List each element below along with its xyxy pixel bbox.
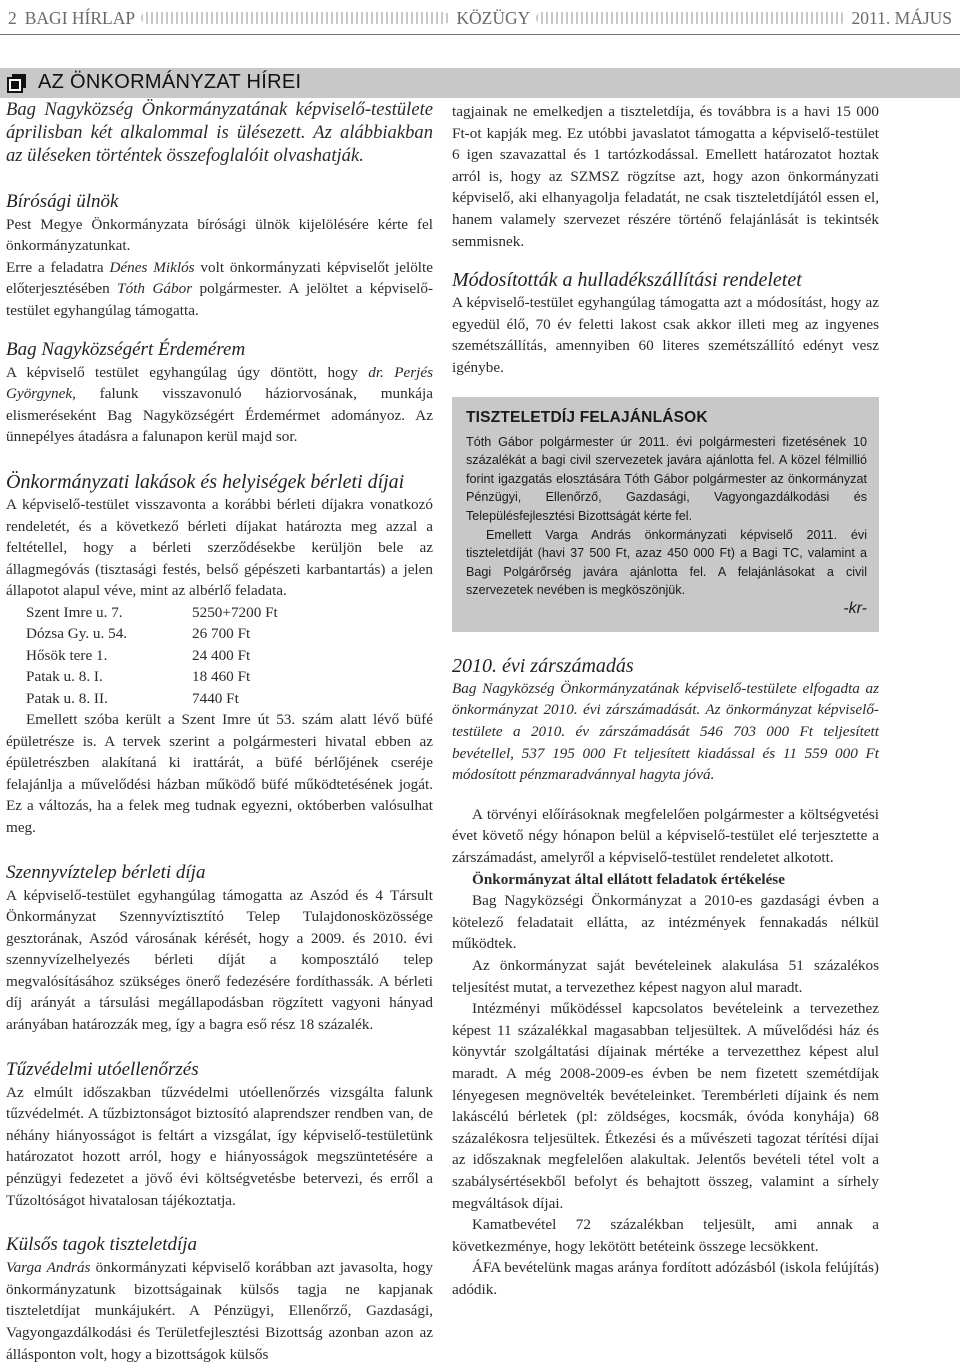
heading-erdemerem: Bag Nagyközségért Érdemérem <box>6 338 246 360</box>
paragraph: A képviselő-testület visszavonta a korábbi bérleti díjakra vonatkozó rendeletét, és a következő bérleti díjakat határozta meg azzal a feltétellel, hogy a bérleti szerződésekbe kerüljön bele az állagmegóvás (tisztasági festés, belső gépészeti karbantartás) a jelen állapotot alapul véve, mint az albérlő feladata. <box>6 495 433 600</box>
rent-table <box>6 602 433 709</box>
rent-row: Dózsa Gy. u. 54. 26 700 Ft <box>26 625 251 643</box>
paragraph: Emellett szóba került a Szent Imre út 53. szám alatt lévő büfé épületrésze is. A tervek szerint a polgármesteri hivatal ebben az épületrészben alakítaná ki irattárát, a büfé bérlőjének cseréje felajánlja a művelődési házban működő büfé működtetésének jogát. Ez a változás, ha a felek meg tudnak egyezni, októberben valósulhat meg. <box>6 710 433 836</box>
zarszamadas-intro: Bag Nagyközség Önkormányzatának képviselő-testülete elfogadta az önkormányzat 2010. évi zárszámadását. Az önkormányzat képviselő-testülete a 2010. év zárszámadását 546 703 000 Ft teljesített bevétellel, 537 195 000 Ft teljesített kiadással és 11 559 000 Ft módosított pénzmaradvánnyal hagyta jóvá. <box>452 679 879 784</box>
paragraph: Az elmúlt időszakban tűzvédelmi utóellenőrzés vizsgálta falunk tűzvédelmét. A tűzbiztonságot biztosító alaprendszer rendben van, de néhány hiányosságot is feltárt a vizsgálat, így képviselő-testületünk határozatot hozott arról, hogy e hiányosságok megszüntetésére a pénzügyi fedezetet a jövő évi költségvetésbe betervezi, és erről a Tűzoltóságot hivatalosan tájékoztatja. <box>6 1083 433 1209</box>
paragraph: Kamatbevétel 72 százalékban teljesült, ami annak a következménye, hogy lekötött betéteink összege lecsökkent. <box>452 1216 879 1255</box>
heading-tuzvedelem: Tűzvédelmi utóellenőrzés <box>6 1058 199 1080</box>
heading-hulladekszallitas: Módosították a hulladékszállítási rendeletet <box>452 269 802 292</box>
rent-row: Patak u. 8. II. 7440 Ft <box>26 689 239 707</box>
paragraph: A törvényi előírásoknak megfelelően polgármester a költségvetési évet követő négy hónapon belül a képviselő-testület elé terjesztette a zárszámadást, amelyről a képviselő-testület rendeletet alkotott. <box>452 805 879 867</box>
right-column <box>452 66 879 1301</box>
paragraph: Pest Megye Önkormányzata bírósági ülnök kijelölésére kérte fel önkormányzatunkat. <box>6 215 433 255</box>
paragraph: Bag Nagyközségi Önkormányzat a 2010-es gazdasági évben a kötelező feladatait ellátta, az intézmények fennakadás nélkül működtek. <box>452 892 879 953</box>
rent-row: Szent Imre u. 7. 5250+7200 Ft <box>26 603 278 621</box>
subheading: Önkormányzat által ellátott feladatok értékelése <box>472 870 785 888</box>
heading-zarszamadas: 2010. évi zárszámadás <box>452 654 634 677</box>
heading-birosagi-ulnok: Bírósági ülnök <box>6 190 119 212</box>
rent-row: Patak u. 8. I. 18 460 Ft <box>26 668 251 686</box>
paragraph: Intézményi működéssel kapcsolatos bevételeink a tervezethez képest 11 százalékkal magasabban teljesültek. A művelődési ház és könyvtár szolgáltatási díjainak mértéke a tervezetthez képest alul maradt. A még 2008-2009-es évben be nem fizetett szemétdíjak lényegesen megnövelték bevételeinket. Terembérleti díjaink és nem lakáscélú bérletek (pl: zöldséges, kocsmák, óvóda konyhája) 68 százalékosra teljesültek. Étkezési és a művészeti tagozat térítési díjai az időszaknak megfelelően alakultak. Jelentős bevételi tétel volt a szabálysértésekből befolyt és behajtott összeg, valamint a sírhely megváltások díjai. <box>452 1000 879 1212</box>
box-paragraph: Emellett Varga András önkormányzati képviselő 2011. évi tiszteletdíját (havi 37 500 Ft, azaz 450 000 Ft) a Bagi TC, valamint a Bagi Polgárőrség javára ajánlotta fel. A felajánlásokat a civil szervezetek nevében is megköszönjük. <box>466 527 867 598</box>
box-signature: -kr- <box>843 599 867 617</box>
publication-name: BAGI HÍRLAP <box>24 7 136 28</box>
paragraph: Az önkormányzat saját bevételeinek alakulása 51 százalékos teljesítést mutat, a tervezethez képest nagyon alul maradt. <box>452 957 879 996</box>
heading-berleti-dijak: Önkormányzati lakások és helyiségek bérleti díjai <box>6 470 405 493</box>
heading-szennyviztelep: Szennyvíztelep bérleti díja <box>6 861 206 883</box>
paragraph: Varga András önkormányzati képviselő korábban azt javasolta, hogy önkormányzatunk bizottságainak külsős tagja ne kapjanak tiszteletdíjat munkájukért. A Pénzügyi, Ellenőrző, Gazdasági, Vagyongazdálkodási és Területfejlesztési Bizottság azonban azon az állásponton volt, hogy a bizottságok külsős <box>6 1259 433 1363</box>
header-rule <box>0 34 960 35</box>
tiszteletdij-box <box>452 397 879 632</box>
page-number: 2 <box>8 7 17 28</box>
header-ornament <box>536 12 845 24</box>
box-title: TISZTELETDÍJ FELAJÁNLÁSOK <box>466 408 708 426</box>
rent-row: Hősök tere 1. 24 400 Ft <box>26 646 251 664</box>
section-name: KÖZÜGY <box>456 7 531 28</box>
paragraph: A képviselő-testület egyhangúlag támogatta azt a módosítást, hogy az egyedül élő, 70 év feletti lakost csak akkor illeti meg az ingyenes szemétszállítás, amennyiben 60 literes szemétszállító edényt vesz igénybe. <box>452 294 879 376</box>
issue-date: 2011. MÁJUS <box>851 7 953 28</box>
box-signature-row <box>466 600 867 618</box>
page-header <box>8 6 952 30</box>
intro-text: Bag Nagyközség Önkormányzatának képviselő-testülete áprilisban két alkalommal is ülésezett. Az alábbiakban az üléseken történtek összefoglalóit olvashatják. <box>6 99 433 167</box>
box-paragraph: Tóth Gábor polgármester úr 2011. évi polgármesteri fizetésének 10 százalékát a bagi civil szervezetek javára ajánlotta fel. A közel félmillió forint igazgatás elosztására Tóth Gábor polgármester az önkormányzat Pénzügyi, Ellenőrző, Gazdasági, Vagyongazdálkodási és Településfejlesztési Bizottságát kérte fel. <box>466 434 867 523</box>
paragraph: ÁFA bevételünk magas aránya fordított adózásból (iskola felújítás) adódik. <box>452 1259 879 1298</box>
left-column <box>6 66 433 1365</box>
section-title: AZ ÖNKORMÁNYZAT HÍREI <box>38 71 302 93</box>
heading-kulsos-tagok: Külsős tagok tiszteletdíja <box>6 1234 198 1256</box>
header-ornament <box>141 12 450 24</box>
paragraph: Erre a feladatra Dénes Miklós volt önkormányzati képviselőt jelölte előterjesztésében Tóth Gábor polgármester. A jelöltet a képviselő-testület egyhangúlag támogatta. <box>6 258 433 319</box>
paragraph: A képviselő testület egyhangúlag úgy döntött, hogy dr. Perjés Györgynek, falunk visszavonuló háziorvosának, munkája elismeréseként Bag Nagyközségért Érdemérmet adományoz. Az ünnepélyes átadásra a falunapon kerül majd sor. <box>6 363 433 446</box>
paragraph: tagjainak ne emelkedjen a tiszteletdíja, és továbbra is a havi 15 000 Ft-ot kapják meg. Ez utóbbi javaslatot támogatta a képviselő-testület 6 igen szavazattal és 1 tartózkodással. Emellett határozatot hoztak arról is, hogy az SZMSZ rögzítse azt, hogy azon önkormányzati képviselő, aki elhanyagolja feladatát, ne csak tiszteletdíjától essen el, hanem valamely szervezet részére történő felajánlását is tekintsék semmisnek. <box>452 103 879 250</box>
paragraph: A képviselő-testület egyhangúlag támogatta az Aszód és 4 Társult Önkormányzat Szennyvíztisztító Telep Tulajdonosközössége gesztorának, Aszód városának kérését, hogy a 2009. és 2010. évi szennyvízelhelyezés bérleti díját a komposztáló telep megvalósításához szükséges önerő fedezésére fordíthassák. A bérleti díj arányát a társulási megállapodásban rögzített vagyoni hányad arányában határozzák meg, így a bagra eső rész 18 százalék. <box>6 886 433 1034</box>
